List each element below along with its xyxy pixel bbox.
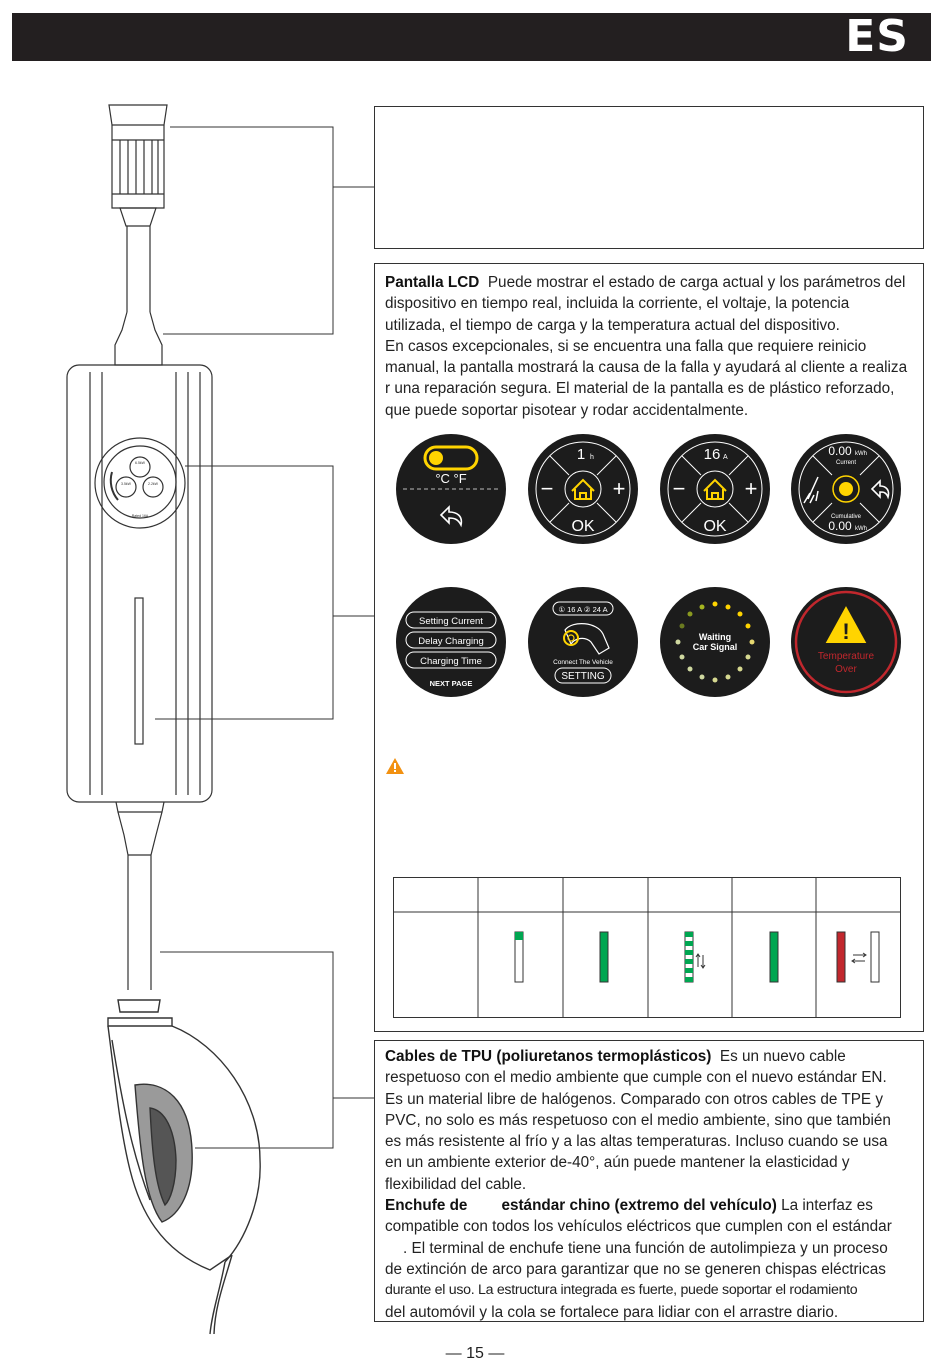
lcd-line-6: que puede soportar pisotear y rodar accidentalmente. — [385, 401, 749, 419]
time-unit: h — [590, 454, 594, 461]
bottom-cable — [116, 802, 164, 990]
lcd-line-5: r una reparación segura. El material de la pantalla es de plástico reforzado, — [385, 380, 895, 398]
indicator-charging — [685, 932, 705, 982]
toggle-knob — [429, 451, 443, 465]
language-code: ES — [845, 11, 909, 62]
current-unit: A — [723, 454, 728, 461]
lcd-title: Pantalla LCD — [385, 274, 480, 291]
screen-delay-time — [527, 433, 639, 545]
next-page-label: NEXT PAGE — [429, 679, 473, 688]
temp-over-line2: Over — [835, 664, 857, 675]
top-connector — [109, 105, 167, 365]
screen-waiting-signal — [659, 586, 771, 698]
tpu-line-0: Es un nuevo cable — [719, 1048, 846, 1065]
ok-label: OK — [703, 518, 727, 535]
plug-line-0: La interfaz es — [781, 1197, 873, 1215]
cumulative-energy-unit: kWh — [855, 526, 867, 532]
tpu-line-4: es más resistente al frío y a las altas temperaturas. Incluso cuando se usa — [385, 1133, 888, 1151]
lcd-line-4: manual, la pantalla mostrará la causa de la falla y ayudará al cliente a realiza — [385, 359, 908, 377]
screen-connect-vehicle — [527, 586, 639, 698]
lcd-text-block — [385, 272, 920, 421]
lcd-line-1: dispositivo en tiempo real, incluida la corriente, el voltaje, la potencia — [385, 295, 850, 313]
screen-setting-current — [659, 433, 771, 545]
screen-menu — [395, 586, 507, 698]
warning-symbol: ! — [842, 619, 850, 644]
plus-sign: + — [612, 476, 626, 501]
lcd-line-3: En casos excepcionales, si se encuentra una falla que requiere reinicio — [385, 337, 867, 355]
tpu-line-2: Es un material libre de halógenos. Comparado con otros cables de TPE y — [385, 1090, 883, 1108]
setting-button: SETTING — [561, 671, 605, 682]
plus-sign: + — [744, 476, 758, 501]
indicator-fault — [837, 932, 879, 982]
tpu-line-3: PVC, no solo es más respetuoso con el medio ambiente, sino que también — [385, 1111, 891, 1129]
menu-item-setting-current: Setting Current — [419, 616, 483, 627]
vehicle-plug — [108, 1000, 260, 1334]
lcd-line-2: utilizada, el tiempo de carga y la temperatura actual del dispositivo. — [385, 316, 840, 334]
temp-units: °C °F — [435, 471, 467, 486]
plug-line-3: de extinción de arco para garantizar que no se generen chispas eléctricas — [385, 1260, 886, 1278]
ok-label: OK — [571, 518, 595, 535]
plug-line-2: . El terminal de enchufe tiene una función de autolimpieza y un proceso — [403, 1239, 888, 1257]
cumulative-energy-label: Cumulative — [830, 514, 862, 520]
device-label-3: 2.2kW — [148, 482, 158, 486]
minus-sign: − — [540, 476, 554, 501]
tpu-line-6: flexibilidad del cable. — [385, 1175, 527, 1193]
page-number: — 15 — — [445, 1345, 505, 1362]
current-value: 16 — [703, 446, 721, 463]
status-table — [393, 877, 903, 1019]
current-energy-unit: kWh — [855, 451, 867, 457]
device-label-1: 6.5kW — [135, 461, 145, 465]
indicator-standby — [515, 932, 523, 982]
plug-title-b: estándar chino (extremo del vehículo) — [501, 1197, 777, 1215]
menu-item-charging-time: Charging Time — [420, 656, 482, 667]
menu-item-delay-charging: Delay Charging — [418, 636, 484, 647]
tpu-line-1: respetuoso con el medio ambiente que cumple con el nuevo estándar EN. — [385, 1069, 887, 1087]
current-options: ① 16 A ② 24 A — [558, 605, 608, 614]
small-warning-icon — [385, 757, 405, 775]
current-energy-value: 0.00 — [828, 444, 852, 458]
waiting-line2: Car Signal — [692, 642, 738, 652]
center-dot — [839, 482, 853, 496]
indicator-complete — [770, 932, 778, 982]
tpu-line-5: en un ambiente exterior de-40°, aún puede mantener la elasticidad y — [385, 1154, 850, 1172]
lcd-line-0: Puede mostrar el estado de carga actual y los parámetros del — [487, 274, 906, 291]
screen-temperature-over — [790, 586, 902, 698]
plug-line-4: durante el uso. La estructura integrada es fuerte, puede soportar el rodamiento — [385, 1282, 858, 1299]
temp-over-line1: Temperature — [817, 651, 875, 662]
time-value: 1 — [576, 446, 586, 463]
screen-temperature-units — [395, 433, 507, 545]
indicator-ready — [600, 932, 608, 982]
current-energy-label: Current — [835, 460, 857, 466]
cumulative-energy-value: 0.00 — [828, 519, 852, 533]
tpu-title: Cables de TPU (poliuretanos termoplásticos) — [385, 1048, 712, 1065]
plug-title-a: Enchufe de — [385, 1197, 468, 1215]
device-label-4: Rated 16A — [131, 514, 149, 518]
waiting-line1: Waiting — [698, 632, 732, 642]
connect-caption: Connect The Vehicle — [553, 659, 613, 666]
screen-energy — [790, 433, 902, 545]
control-box — [67, 365, 212, 802]
tpu-text-block — [385, 1046, 920, 1323]
plug-line-1: compatible con todos los vehículos eléctricos que cumplen con el estándar — [385, 1218, 892, 1236]
plug-line-5: del automóvil y la cola se fortalece para lidiar con el arrastre diario. — [385, 1303, 839, 1321]
device-label-2: 3.5kW — [121, 482, 131, 486]
minus-sign: − — [672, 476, 686, 501]
top-info-box — [374, 106, 924, 249]
